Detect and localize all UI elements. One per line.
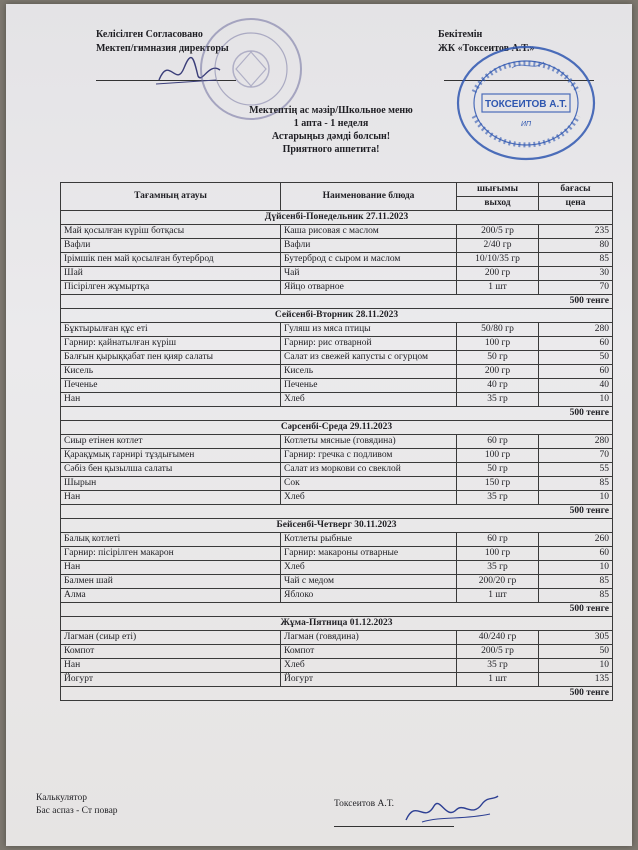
dish-price: 80: [539, 239, 613, 253]
dish-price: 85: [539, 477, 613, 491]
dish-name-ru: Хлеб: [281, 393, 457, 407]
table-row: [61, 435, 613, 449]
day-total: 500 тенге: [61, 603, 613, 617]
dish-price: 60: [539, 365, 613, 379]
header-ru-name: Наименование блюда: [281, 183, 457, 211]
dish-name-ru: Яйцо отварное: [281, 281, 457, 295]
title-line4: Приятного аппетита!: [282, 144, 380, 155]
dish-name-kz: Май қосылған күріш ботқасы: [61, 225, 281, 239]
table-row: [61, 645, 613, 659]
dish-price: 305: [539, 631, 613, 645]
dish-name-ru: Компот: [281, 645, 457, 659]
dish-name-kz: Лагман (сиыр еті): [61, 631, 281, 645]
day-title: Сәрсенбі-Среда 29.11.2023: [61, 421, 613, 435]
dish-output: 1 шт: [457, 673, 539, 687]
dish-output: 200 гр: [457, 365, 539, 379]
table-row: [61, 337, 613, 351]
dish-output: 35 гр: [457, 491, 539, 505]
dish-price: 280: [539, 435, 613, 449]
dish-price: 85: [539, 589, 613, 603]
menu-body: [61, 211, 613, 701]
dish-name-ru: Бутерброд с сыром и маслом: [281, 253, 457, 267]
dish-name-kz: Нан: [61, 393, 281, 407]
dish-name-ru: Котлеты мясные (говядина): [281, 435, 457, 449]
dish-output: 60 гр: [457, 435, 539, 449]
table-row: [61, 491, 613, 505]
dish-name-ru: Салат из свежей капусты с огурцом: [281, 351, 457, 365]
dish-output: 50 гр: [457, 351, 539, 365]
dish-output: 200 гр: [457, 267, 539, 281]
dish-name-ru: Печенье: [281, 379, 457, 393]
day-total-row: [61, 407, 613, 421]
dish-output: 40/240 гр: [457, 631, 539, 645]
day-title: Жұма-Пятница 01.12.2023: [61, 617, 613, 631]
table-row: [61, 463, 613, 477]
dish-output: 10/10/35 гр: [457, 253, 539, 267]
table-row: [61, 351, 613, 365]
dish-name-kz: Нан: [61, 659, 281, 673]
dish-price: 60: [539, 337, 613, 351]
dish-price: 85: [539, 575, 613, 589]
dish-price: 55: [539, 463, 613, 477]
dish-name-kz: Нан: [61, 561, 281, 575]
dish-price: 60: [539, 547, 613, 561]
dish-price: 50: [539, 645, 613, 659]
dish-name-ru: Каша рисовая с маслом: [281, 225, 457, 239]
dish-name-kz: Сиыр етінен котлет: [61, 435, 281, 449]
approval-left-line1: Келісілген Согласовано: [96, 29, 203, 40]
dish-price: 10: [539, 491, 613, 505]
table-row: [61, 533, 613, 547]
dish-name-kz: Нан: [61, 491, 281, 505]
dish-output: 100 гр: [457, 449, 539, 463]
table-row: [61, 225, 613, 239]
dish-output: 50 гр: [457, 463, 539, 477]
dish-output: 50/80 гр: [457, 323, 539, 337]
dish-price: 50: [539, 351, 613, 365]
dish-output: 60 гр: [457, 533, 539, 547]
header-price-ru: цена: [539, 197, 613, 211]
dish-price: 135: [539, 673, 613, 687]
table-row: [61, 393, 613, 407]
footer-right: [334, 798, 394, 811]
dish-name-kz: Қарақұмық гарнирі тұздығымен: [61, 449, 281, 463]
table-row: [61, 365, 613, 379]
dish-name-ru: Гарнир: макароны отварные: [281, 547, 457, 561]
dish-output: 2/40 гр: [457, 239, 539, 253]
menu-sheet: [6, 4, 632, 846]
day-total-row: [61, 687, 613, 701]
dish-output: 150 гр: [457, 477, 539, 491]
table-row: [61, 561, 613, 575]
dish-output: 1 шт: [457, 281, 539, 295]
dish-name-ru: Вафли: [281, 239, 457, 253]
menu-table-wrapper: [60, 182, 612, 701]
dish-output: 40 гр: [457, 379, 539, 393]
dish-name-ru: Кисель: [281, 365, 457, 379]
stamp-name: ТОКСЕИТОВ А.Т.: [484, 99, 568, 110]
dish-output: 35 гр: [457, 393, 539, 407]
dish-price: 10: [539, 393, 613, 407]
footer-signer-name: Токсеитов А.Т.: [334, 799, 394, 809]
approval-right-line2: ЖК «Токсеитов А.Т.»: [438, 43, 535, 54]
dish-name-kz: Йогурт: [61, 673, 281, 687]
dish-price: 260: [539, 533, 613, 547]
dish-name-kz: Ірімшік пен май қосылған бутерброд: [61, 253, 281, 267]
day-total-row: [61, 295, 613, 309]
table-row: [61, 449, 613, 463]
company-stamp: [452, 42, 600, 164]
table-row: [61, 281, 613, 295]
table-row: [61, 659, 613, 673]
table-row: [61, 267, 613, 281]
dish-name-ru: Лагман (говядина): [281, 631, 457, 645]
dish-name-kz: Шырын: [61, 477, 281, 491]
table-row: [61, 589, 613, 603]
dish-price: 235: [539, 225, 613, 239]
dish-output: 200/5 гр: [457, 225, 539, 239]
dish-name-kz: Сәбіз бен қызылша салаты: [61, 463, 281, 477]
dish-output: 200/20 гр: [457, 575, 539, 589]
dish-name-ru: Чай с медом: [281, 575, 457, 589]
day-title: Сейсенбі-Вторник 28.11.2023: [61, 309, 613, 323]
day-total: 500 тенге: [61, 407, 613, 421]
table-row: [61, 673, 613, 687]
dish-price: 70: [539, 449, 613, 463]
signer-signature: [402, 790, 502, 830]
dish-price: 10: [539, 561, 613, 575]
table-row: [61, 253, 613, 267]
table-row: [61, 631, 613, 645]
header-output-kz: шығымы: [457, 183, 539, 197]
dish-name-ru: Гуляш из мяса птицы: [281, 323, 457, 337]
day-title: Дүйсенбі-Понедельник 27.11.2023: [61, 211, 613, 225]
dish-name-ru: Котлеты рыбные: [281, 533, 457, 547]
dish-name-ru: Салат из моркови со свеклой: [281, 463, 457, 477]
dish-name-kz: Печенье: [61, 379, 281, 393]
title-line2: 1 апта - 1 неделя: [293, 118, 369, 129]
dish-name-ru: Яблоко: [281, 589, 457, 603]
day-header-row: [61, 211, 613, 225]
table-row: [61, 575, 613, 589]
dish-name-kz: Гарнир: қайнатылған күріш: [61, 337, 281, 351]
day-header-row: [61, 617, 613, 631]
dish-price: 40: [539, 379, 613, 393]
dish-price: 70: [539, 281, 613, 295]
dish-output: 100 гр: [457, 337, 539, 351]
dish-name-kz: Вафли: [61, 239, 281, 253]
dish-name-kz: Бұктырылған құс еті: [61, 323, 281, 337]
dish-name-kz: Компот: [61, 645, 281, 659]
footer-left: [36, 792, 118, 818]
dish-name-kz: Шай: [61, 267, 281, 281]
day-total-row: [61, 505, 613, 519]
menu-table: [60, 182, 613, 701]
dish-name-kz: Балмен шай: [61, 575, 281, 589]
dish-name-kz: Кисель: [61, 365, 281, 379]
dish-name-kz: Балық котлеті: [61, 533, 281, 547]
header-output-ru: выход: [457, 197, 539, 211]
title-line1: Мектептің ас мәзір/Школьное меню: [249, 105, 413, 116]
day-header-row: [61, 519, 613, 533]
header-price-kz: бағасы: [539, 183, 613, 197]
approval-left-line2: Мектеп/гимназия директоры: [96, 43, 229, 54]
dish-name-kz: Алма: [61, 589, 281, 603]
dish-output: 200/5 гр: [457, 645, 539, 659]
dish-price: 85: [539, 253, 613, 267]
day-total: 500 тенге: [61, 295, 613, 309]
table-row: [61, 477, 613, 491]
title-line3: Астарыңыз дәмді болсын!: [271, 131, 391, 142]
dish-name-kz: Балғын қырыққабат пен қияр салаты: [61, 351, 281, 365]
footer-chef: Бас аспаз - Ст повар: [36, 806, 118, 816]
dish-output: 35 гр: [457, 561, 539, 575]
dish-name-ru: Хлеб: [281, 561, 457, 575]
table-header-row: [61, 183, 613, 197]
dish-name-ru: Хлеб: [281, 491, 457, 505]
day-total-row: [61, 603, 613, 617]
dish-output: 35 гр: [457, 659, 539, 673]
approval-right-line1: Бекітемін: [438, 29, 483, 40]
table-row: [61, 379, 613, 393]
menu-title: [206, 104, 456, 156]
table-row: [61, 547, 613, 561]
dish-price: 280: [539, 323, 613, 337]
dish-output: 100 гр: [457, 547, 539, 561]
day-header-row: [61, 309, 613, 323]
table-row: [61, 239, 613, 253]
stamp-code: ИП: [520, 121, 532, 128]
dish-name-ru: Йогурт: [281, 673, 457, 687]
day-total: 500 тенге: [61, 687, 613, 701]
dish-name-ru: Гарнир: рис отварной: [281, 337, 457, 351]
dish-name-ru: Сок: [281, 477, 457, 491]
dish-name-ru: Хлеб: [281, 659, 457, 673]
dish-price: 30: [539, 267, 613, 281]
dish-name-kz: Гарнир: пісірілген макарон: [61, 547, 281, 561]
table-row: [61, 323, 613, 337]
dish-price: 10: [539, 659, 613, 673]
dish-name-kz: Пісірілген жұмыртқа: [61, 281, 281, 295]
day-header-row: [61, 421, 613, 435]
dish-output: 1 шт: [457, 589, 539, 603]
header-kz-name: Тағамның атауы: [61, 183, 281, 211]
day-title: Бейсенбі-Четверг 30.11.2023: [61, 519, 613, 533]
dish-name-ru: Чай: [281, 267, 457, 281]
day-total: 500 тенге: [61, 505, 613, 519]
dish-name-ru: Гарнир: гречка с подливом: [281, 449, 457, 463]
footer-calculator: Калькулятор: [36, 793, 88, 803]
